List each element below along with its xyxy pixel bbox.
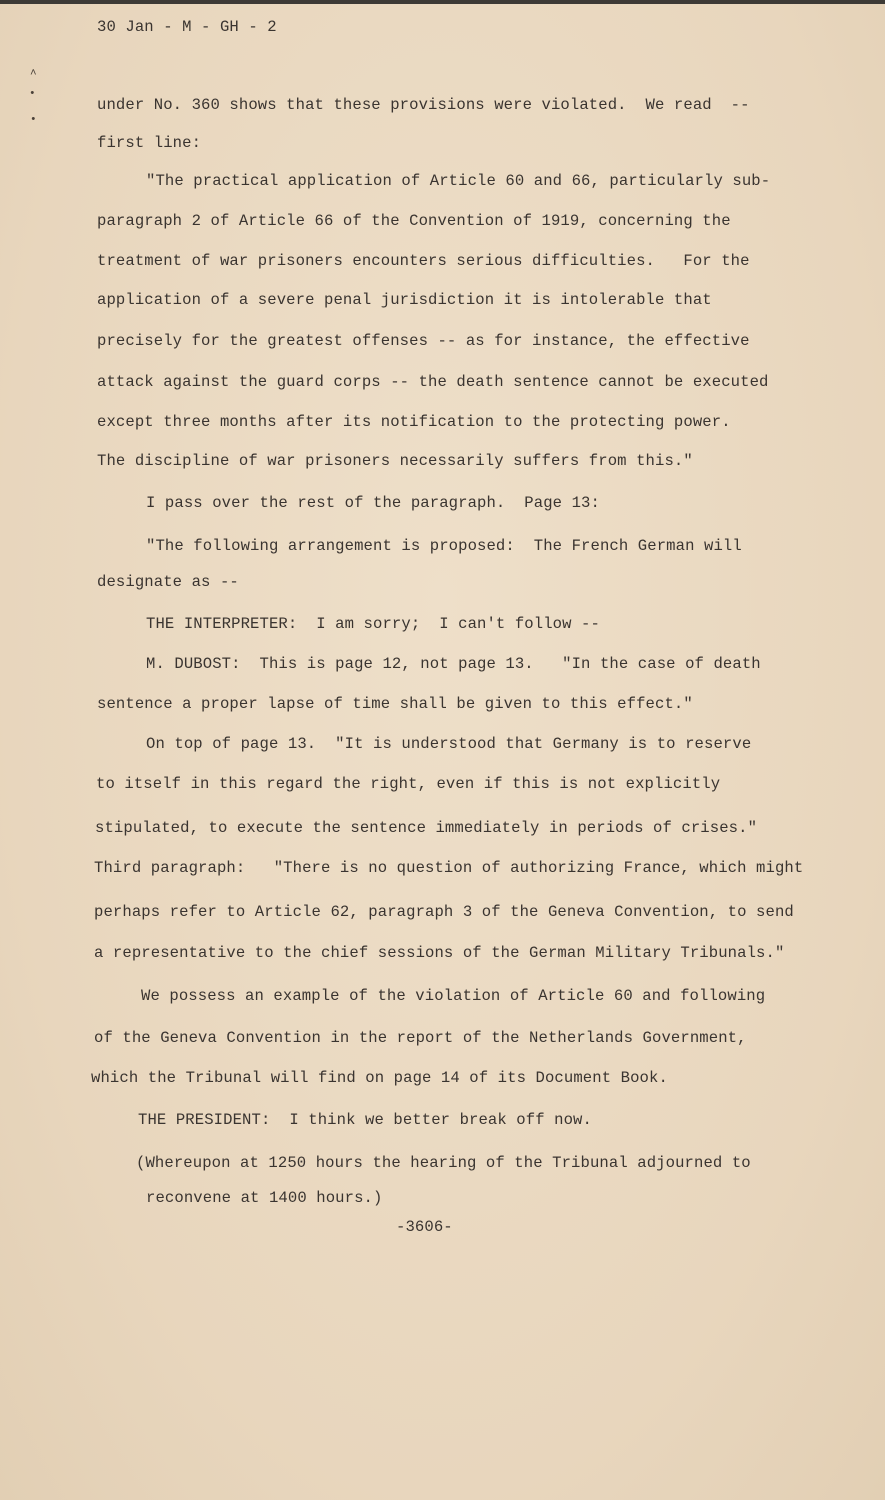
speaker-line: THE INTERPRETER: I am sorry; I can't follow --: [146, 615, 600, 633]
text-line: We possess an example of the violation of Article 60 and following: [141, 987, 766, 1005]
text-line: perhaps refer to Article 62, paragraph 3 of the Geneva Convention, to send: [94, 903, 794, 921]
text-line: a representative to the chief sessions of the German Military Tribunals.": [94, 944, 785, 962]
text-line: The discipline of war prisoners necessarily suffers from this.": [97, 452, 693, 470]
text-line: under No. 360 shows that these provisions were violated. We read --: [97, 96, 750, 114]
text-line: of the Geneva Convention in the report of the Netherlands Government,: [94, 1029, 747, 1047]
text-line: sentence a proper lapse of time shall be given to this effect.": [97, 695, 693, 713]
text-line: first line:: [97, 134, 202, 152]
text-line: "The following arrangement is proposed: The French German will: [146, 537, 742, 555]
text-line: Third paragraph: "There is no question of authorizing France, which might: [94, 859, 804, 877]
text-line: paragraph 2 of Article 66 of the Convention of 1919, concerning the: [97, 212, 731, 230]
text-line: reconvene at 1400 hours.): [146, 1189, 383, 1207]
scan-edge: [0, 0, 885, 4]
text-line: to itself in this regard the right, even if this is not explicitly: [96, 775, 721, 793]
speaker-line: M. DUBOST: This is page 12, not page 13. "In the case of death: [146, 655, 761, 673]
text-line: which the Tribunal will find on page 14 of its Document Book.: [91, 1069, 668, 1087]
text-line: except three months after its notification to the protecting power.: [97, 413, 731, 431]
text-line: I pass over the rest of the paragraph. Page 13:: [146, 494, 600, 512]
page-number: -3606-: [396, 1218, 453, 1236]
speaker-line: THE PRESIDENT: I think we better break off now.: [138, 1111, 592, 1129]
text-line: stipulated, to execute the sentence immediately in periods of crises.": [95, 819, 758, 837]
text-line: treatment of war prisoners encounters serious difficulties. For the: [97, 252, 750, 270]
margin-mark: •: [29, 88, 36, 100]
text-line: precisely for the greatest offenses -- as for instance, the effective: [97, 332, 750, 350]
text-line: application of a severe penal jurisdiction it is intolerable that: [97, 291, 712, 309]
text-line: On top of page 13. "It is understood that Germany is to reserve: [146, 735, 752, 753]
text-line: attack against the guard corps -- the death sentence cannot be executed: [97, 373, 769, 391]
text-line: (Whereupon at 1250 hours the hearing of the Tribunal adjourned to: [136, 1154, 751, 1172]
text-line: "The practical application of Article 60 and 66, particularly sub-: [146, 172, 771, 190]
margin-mark: •: [30, 114, 37, 126]
margin-mark: ˄: [30, 68, 37, 80]
text-line: designate as --: [97, 573, 239, 591]
page-header: 30 Jan - M - GH - 2: [97, 18, 277, 36]
